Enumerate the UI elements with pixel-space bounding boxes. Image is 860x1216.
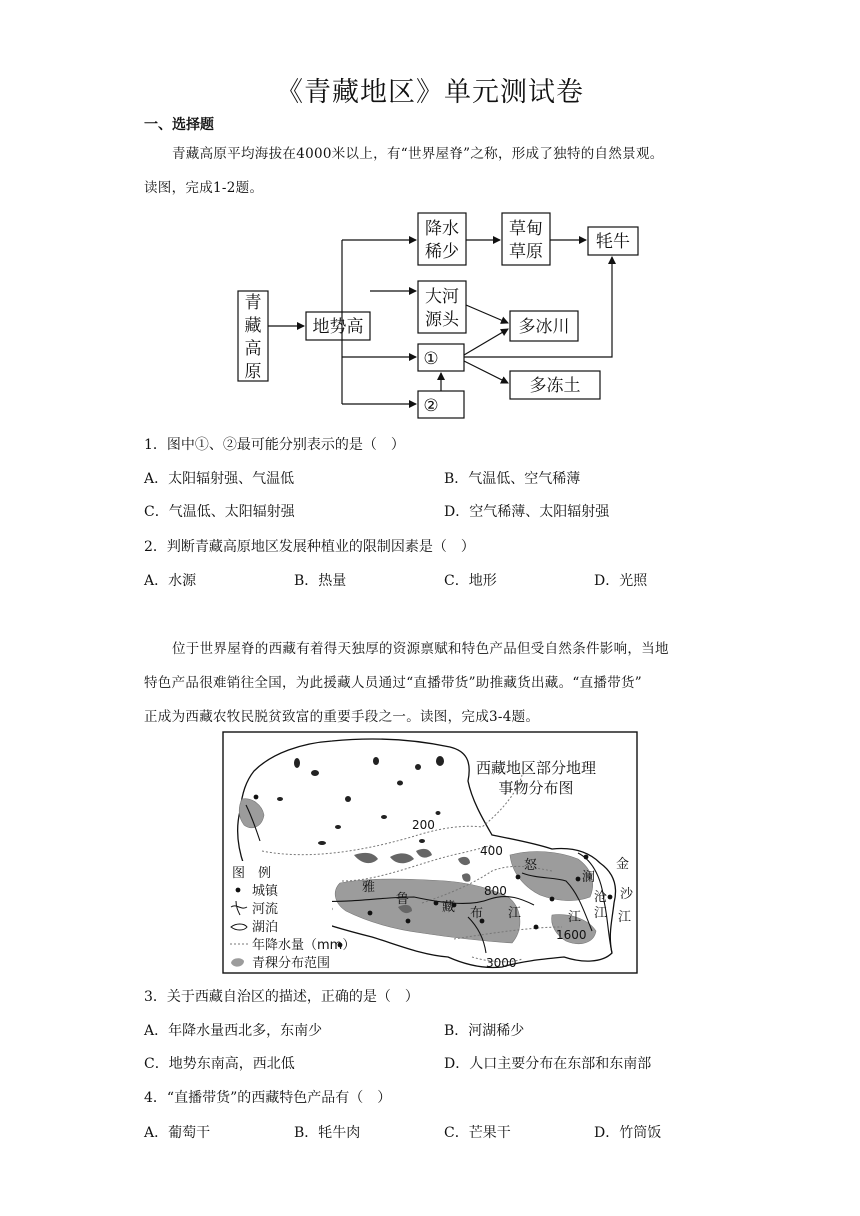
q1-stem: 1．图中①、②最可能分别表示的是（ ） xyxy=(144,437,405,453)
q1-option-b[interactable]: B．气温低、空气稀薄 xyxy=(444,471,581,487)
glacier-label: 多冰川 xyxy=(518,317,570,337)
river-label-nu: 怒 xyxy=(524,858,538,873)
legend-barley: 青稞分布范围 xyxy=(252,956,331,971)
river-label-sha: 沙 xyxy=(620,887,634,902)
q4-option-c[interactable]: C．芒果干 xyxy=(444,1125,511,1141)
legend-river: 河流 xyxy=(252,902,279,917)
isohyet-label-800: 800 xyxy=(484,884,507,898)
section-heading: 一、选择题 xyxy=(144,117,214,133)
q4-option-a[interactable]: A．葡萄干 xyxy=(144,1125,211,1141)
legend-town: 城镇 xyxy=(252,884,279,899)
intro2-line1: 位于世界屋脊的西藏有着得天独厚的资源禀赋和特色产品但受自然条件影响，当地 xyxy=(172,641,669,657)
river-label-jiang3: 江 xyxy=(508,906,522,921)
circle1-label: ① xyxy=(423,349,439,369)
precip-label-1: 降水 xyxy=(425,219,459,239)
river-label-cang: 沧 xyxy=(594,890,608,905)
q3-stem: 3．关于西藏自治区的描述，正确的是（ ） xyxy=(144,989,419,1005)
meadow-label-1: 草甸 xyxy=(509,219,543,239)
river-label-bu: 布 xyxy=(470,906,484,921)
intro2-line3: 正成为西藏农牧民脱贫致富的重要手段之一。读图，完成3-4题。 xyxy=(144,709,540,725)
river-source-label-2: 源头 xyxy=(425,310,459,330)
q2-stem: 2．判断青藏高原地区发展种植业的限制因素是（ ） xyxy=(144,539,475,555)
yak-label: 牦牛 xyxy=(596,232,630,252)
q1-option-d[interactable]: D．空气稀薄、太阳辐射强 xyxy=(444,504,610,520)
intro1-line2: 读图，完成1-2题。 xyxy=(144,180,264,196)
isohyet-label-3000: 3000 xyxy=(486,956,517,970)
precip-label-2: 稀少 xyxy=(425,242,459,262)
plateau-char-1: 青 xyxy=(244,293,262,313)
legend-isohyet: 年降水量（mm） xyxy=(252,938,356,953)
circle2-label: ② xyxy=(423,396,439,416)
q3-option-c[interactable]: C．地势东南高，西北低 xyxy=(144,1056,295,1072)
plateau-char-3: 高 xyxy=(244,339,262,359)
q4-stem: 4．“直播带货”的西藏特色产品有（ ） xyxy=(144,1090,392,1106)
permafrost-label: 多冻土 xyxy=(529,376,581,396)
legend-title: 图 例 xyxy=(232,866,272,881)
river-label-jiang4: 江 xyxy=(568,910,582,925)
river-label-jiang1: 江 xyxy=(594,906,608,921)
legend-lake: 湖泊 xyxy=(252,920,279,935)
q3-option-d[interactable]: D．人口主要分布在东部和东南部 xyxy=(444,1056,652,1072)
river-label-zang: 藏 xyxy=(442,900,456,915)
q3-option-a[interactable]: A．年降水量西北多，东南少 xyxy=(144,1023,323,1039)
river-source-label-1: 大河 xyxy=(425,287,459,307)
river-label-jin: 金 xyxy=(616,857,630,872)
river-label-lu: 鲁 xyxy=(396,892,410,907)
q4-option-b[interactable]: B．牦牛肉 xyxy=(294,1125,361,1141)
intro1-line1: 青藏高原平均海拔在4000米以上，有“世界屋脊”之称，形成了独特的自然景观。 xyxy=(172,146,664,162)
q2-option-c[interactable]: C．地形 xyxy=(444,573,497,589)
q2-option-d[interactable]: D．光照 xyxy=(594,573,648,589)
flowchart-diagram xyxy=(230,205,650,425)
terrain-label: 地势高 xyxy=(312,317,364,337)
plateau-char-2: 藏 xyxy=(244,316,262,336)
plateau-char-4: 原 xyxy=(244,362,262,382)
river-label-jiang2: 江 xyxy=(618,910,632,925)
river-label-lan: 澜 xyxy=(582,870,596,885)
map-title-line1: 西藏地区部分地理 xyxy=(475,759,597,777)
page-title: 《青藏地区》单元测试卷 xyxy=(276,77,584,108)
q2-option-a[interactable]: A．水源 xyxy=(144,573,197,589)
q4-option-d[interactable]: D．竹筒饭 xyxy=(594,1125,662,1141)
intro2-line2: 特色产品很难销往全国，为此援藏人员通过“直播带货”助推藏货出藏。“直播带货” xyxy=(144,675,643,691)
q3-option-b[interactable]: B．河湖稀少 xyxy=(444,1023,525,1039)
q1-option-c[interactable]: C．气温低、太阳辐射强 xyxy=(144,504,295,520)
legend-town-icon xyxy=(236,888,241,893)
river-label-ya: 雅 xyxy=(362,880,376,895)
isohyet-label-200: 200 xyxy=(412,818,435,832)
meadow-label-2: 草原 xyxy=(509,242,543,262)
q1-option-a[interactable]: A．太阳辐射强、气温低 xyxy=(144,471,295,487)
tibet-map xyxy=(222,731,638,974)
isohyet-label-1600: 1600 xyxy=(556,928,587,942)
map-title-line2: 事物分布图 xyxy=(498,779,574,797)
isohyet-label-400: 400 xyxy=(480,844,503,858)
q2-option-b[interactable]: B．热量 xyxy=(294,573,347,589)
